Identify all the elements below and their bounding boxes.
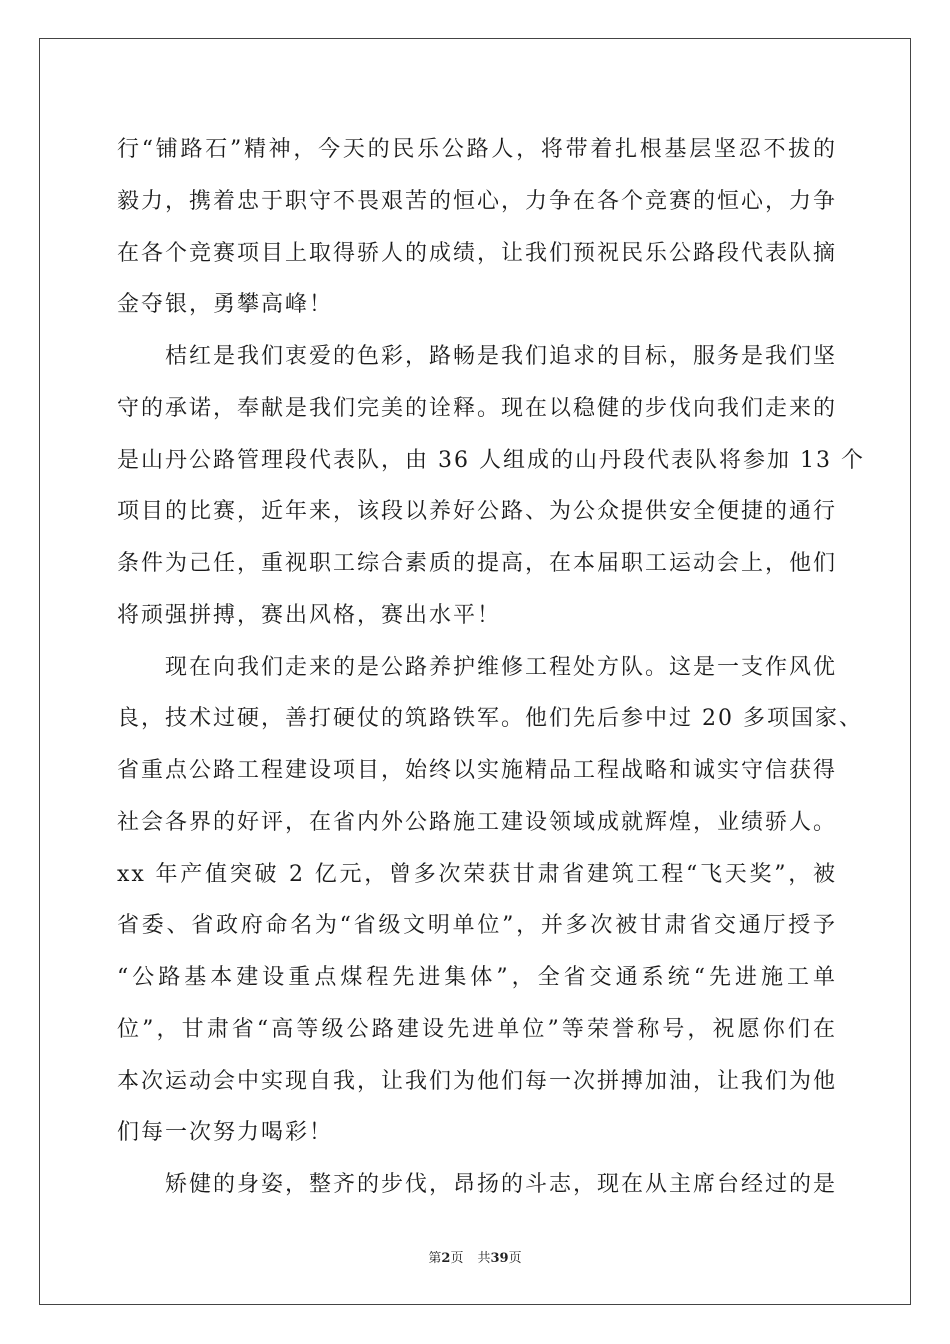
page-footer (0, 1247, 950, 1266)
text-line: 将顽强拼搏，赛出风格，赛出水平！ (117, 602, 502, 628)
text-line: 在各个竞赛项目上取得骄人的成绩，让我们预祝民乐公路段代表队摘 (117, 240, 838, 266)
text-line: xx 年产值突破 2 亿元，曾多次荣获甘肃省建筑工程“飞天奖”，被 (117, 861, 837, 887)
text-line: “公路基本建设重点煤程先进集体”，全省交通系统“先进施工单 (117, 965, 837, 990)
total-prefix: 共 (477, 1251, 491, 1266)
total-suffix: 页 (508, 1251, 522, 1266)
text-line: 条件为己任，重视职工综合素质的提高，在本届职工运动会上，他们 (117, 551, 838, 576)
text-line: 是山丹公路管理段代表队，由 36 人组成的山丹段代表队将参加 13 个 (117, 447, 865, 473)
document-body (117, 128, 865, 1215)
text-line: 毅力，携着忠于职守不畏艰苦的恒心，力争在各个竞赛的恒心，力争 (117, 188, 838, 214)
text-line: 位”，甘肃省“高等级公路建设先进单位”等荣誉称号，祝愿你们在 (117, 1016, 837, 1042)
text-line: 行“铺路石”精神，今天的民乐公路人，将带着扎根基层坚忍不拔的 (117, 137, 837, 162)
text-line: 省重点公路工程建设项目，始终以实施精品工程战略和诚实守信获得 (117, 758, 838, 783)
text-line: 们每一次努力喝彩！ (117, 1120, 334, 1146)
text-line: 守的承诺，奉献是我们完美的诠释。现在以稳健的步伐向我们走来的 (117, 395, 838, 421)
text-line: 社会各界的好评，在省内外公路施工建设领域成就辉煌，业绩骄人。 (117, 809, 838, 835)
text-line: 良，技术过硬，善打硬仗的筑路铁军。他们先后参中过 20 多项国家、 (117, 706, 863, 732)
text-line: 本次运动会中实现自我，让我们为他们每一次拼搏加油，让我们为他 (117, 1068, 838, 1094)
page-suffix: 页 (450, 1251, 464, 1266)
text-line: 项目的比赛，近年来，该段以养好公路、为公众提供安全便捷的通行 (117, 499, 838, 525)
text-line: 桔红是我们衷爱的色彩，路畅是我们追求的目标，服务是我们坚 (165, 344, 838, 369)
total-pages: 39 (490, 1251, 509, 1266)
page-number: 2 (441, 1251, 451, 1266)
text-line: 金夺银，勇攀高峰！ (117, 292, 334, 318)
text-line: 省委、省政府命名为“省级文明单位”，并多次被甘肃省交通厅授予 (117, 913, 837, 939)
text-line: 现在向我们走来的是公路养护维修工程处方队。这是一支作风优 (165, 654, 838, 680)
text-line: 矫健的身姿，整齐的步伐，昂扬的斗志，现在从主席台经过的是 (165, 1172, 838, 1197)
page-prefix: 第 (428, 1251, 442, 1266)
